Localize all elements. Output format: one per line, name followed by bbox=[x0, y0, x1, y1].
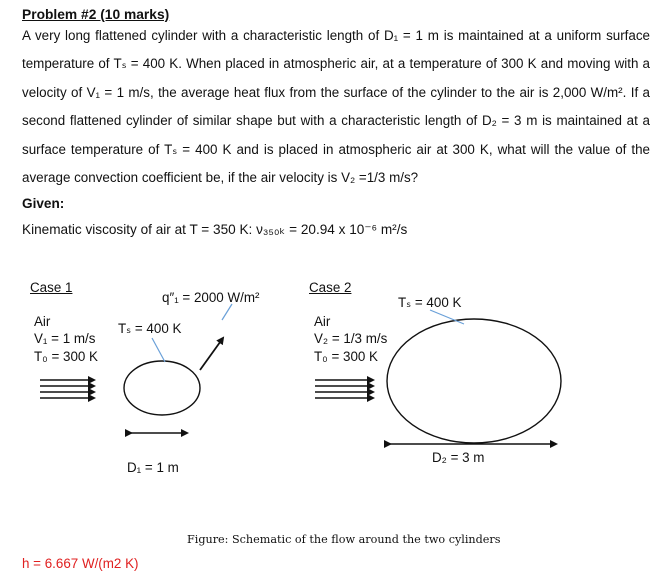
case2-surface-temp: Tₛ = 400 K bbox=[398, 295, 462, 310]
case1-air: Air bbox=[34, 314, 51, 329]
statement-line: velocity of V₁ = 1 m/s, the average heat flux from the surface of the cylinder to the air is 2,000 W/m². If a bbox=[22, 84, 650, 100]
case1-flow-arrows bbox=[40, 380, 94, 398]
case1-cylinder bbox=[124, 361, 200, 415]
case1-heat-flux: q″₁ = 2000 W/m² bbox=[162, 290, 260, 305]
case1-velocity: V₁ = 1 m/s bbox=[34, 331, 96, 346]
case1-flux-leader bbox=[222, 304, 232, 320]
case1-ts-leader bbox=[152, 338, 165, 362]
case2-air: Air bbox=[314, 314, 331, 329]
statement-line: temperature of Tₛ = 400 K. When placed in atmospheric air, at a temperature of 300 K and moving with a bbox=[22, 56, 650, 72]
viscosity-value: Kinematic viscosity of air at T = 350 K: ν₃₅₀ₖ = 20.94 x 10⁻⁶ m²/s bbox=[22, 222, 408, 237]
case2-cylinder bbox=[387, 319, 561, 443]
case2-title: Case 2 bbox=[309, 280, 352, 295]
answer-text: h = 6.667 W/(m2 K) bbox=[22, 556, 139, 571]
case2-diameter: D₂ = 3 m bbox=[432, 450, 485, 465]
given-heading: Given: bbox=[22, 196, 65, 211]
case1-diameter: D₁ = 1 m bbox=[127, 460, 179, 475]
case1-title: Case 1 bbox=[30, 280, 73, 295]
statement-line: A very long flattened cylinder with a characteristic length of D₁ = 1 m is maintained at a uniform surface bbox=[22, 28, 650, 43]
case1-flux-arrow bbox=[200, 338, 223, 370]
statement-line: surface temperature of Tₛ = 400 K and is placed in atmospheric air at 300 K, what will the value of the bbox=[22, 141, 650, 157]
statement-line: average convection coefficient be, if the air velocity is V₂ =1/3 m/s? bbox=[22, 170, 419, 186]
statement-line: second flattened cylinder of similar shape but with a characteristic length of D₂ = 3 m is maintained at a bbox=[22, 113, 650, 129]
case2-ambient-temp: T₀ = 300 K bbox=[314, 349, 378, 364]
case2-velocity: V₂ = 1/3 m/s bbox=[314, 331, 388, 346]
case1-surface-temp: Tₛ = 400 K bbox=[118, 321, 182, 336]
problem-title: Problem #2 (10 marks) bbox=[22, 7, 170, 22]
figure-caption: Figure: Schematic of the flow around the two cylinders bbox=[187, 533, 501, 546]
case1-ambient-temp: T₀ = 300 K bbox=[34, 349, 98, 364]
case2-flow-arrows bbox=[315, 380, 373, 398]
